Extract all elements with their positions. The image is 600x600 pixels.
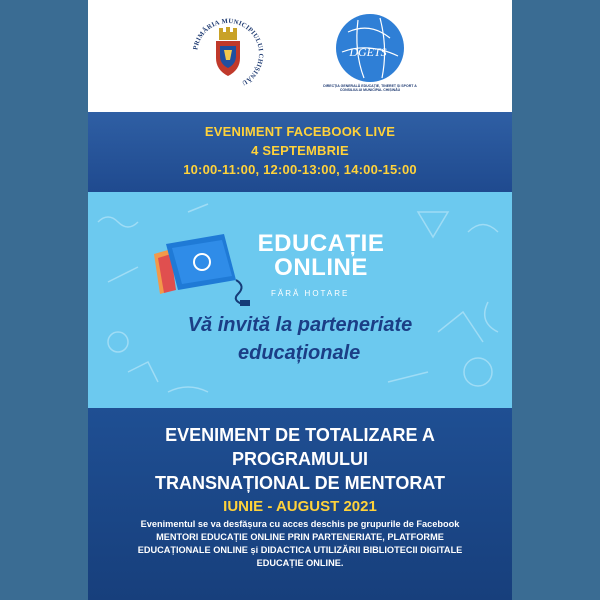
- hero-banner: [88, 192, 512, 408]
- description-line3: EDUCAȚIONALE ONLINE și DIDACTICA UTILIZĂRII BIBLIOTECII DIGITALE: [137, 545, 463, 555]
- event-title: EVENIMENT FACEBOOK LIVE: [204, 124, 396, 139]
- invite-line2: educaționale: [238, 342, 361, 364]
- description-line1: Evenimentul se va desfășura cu acces deschis pe grupurile de Facebook: [140, 519, 460, 529]
- hero-title-line1: EDUCAȚIE: [257, 230, 385, 257]
- program-title-line2: PROGRAMULUI: [232, 449, 368, 469]
- event-poster: [88, 0, 512, 600]
- crest-ring-text: PRIMĂRIA MUNICIPIULUI CHIȘINĂU: [192, 17, 265, 87]
- program-period: IUNIE - AUGUST 2021: [223, 498, 377, 515]
- event-date: 4 SEPTEMBRIE: [251, 143, 349, 158]
- description-line2: MENTORI EDUCAȚIE ONLINE PRIN PARTENERIATE, PLATFORME: [156, 532, 444, 542]
- program-title-line1: EVENIMENT DE TOTALIZARE A: [165, 425, 435, 445]
- logos-band: [88, 0, 512, 112]
- event-info-band: [88, 112, 512, 192]
- description-line4: EDUCAȚIE ONLINE.: [256, 558, 344, 568]
- hero-subtitle: FĂRĂ HOTARE: [271, 289, 350, 298]
- invite-line1: Vă invită la parteneriate: [187, 314, 413, 336]
- program-description: [88, 518, 512, 570]
- program-title-line3: TRANSNAȚIONAL DE MENTORAT: [155, 473, 445, 493]
- dgets-text: DGETS: [349, 45, 387, 59]
- laptop-book-icon: [144, 224, 264, 314]
- educatie-online-title: [248, 232, 394, 280]
- hero-title-line2: ONLINE: [274, 254, 368, 281]
- event-times: 10:00-11:00, 12:00-13:00, 14:00-15:00: [183, 162, 417, 177]
- dgets-caption: DIRECȚIA GENERALĂ EDUCAȚIE, TINERET ȘI SPORT A CONSILIULUI MUNICIPAL CHIȘINĂU: [323, 84, 417, 92]
- chisinau-crest-logo: [188, 8, 268, 100]
- program-info-band: [88, 408, 512, 600]
